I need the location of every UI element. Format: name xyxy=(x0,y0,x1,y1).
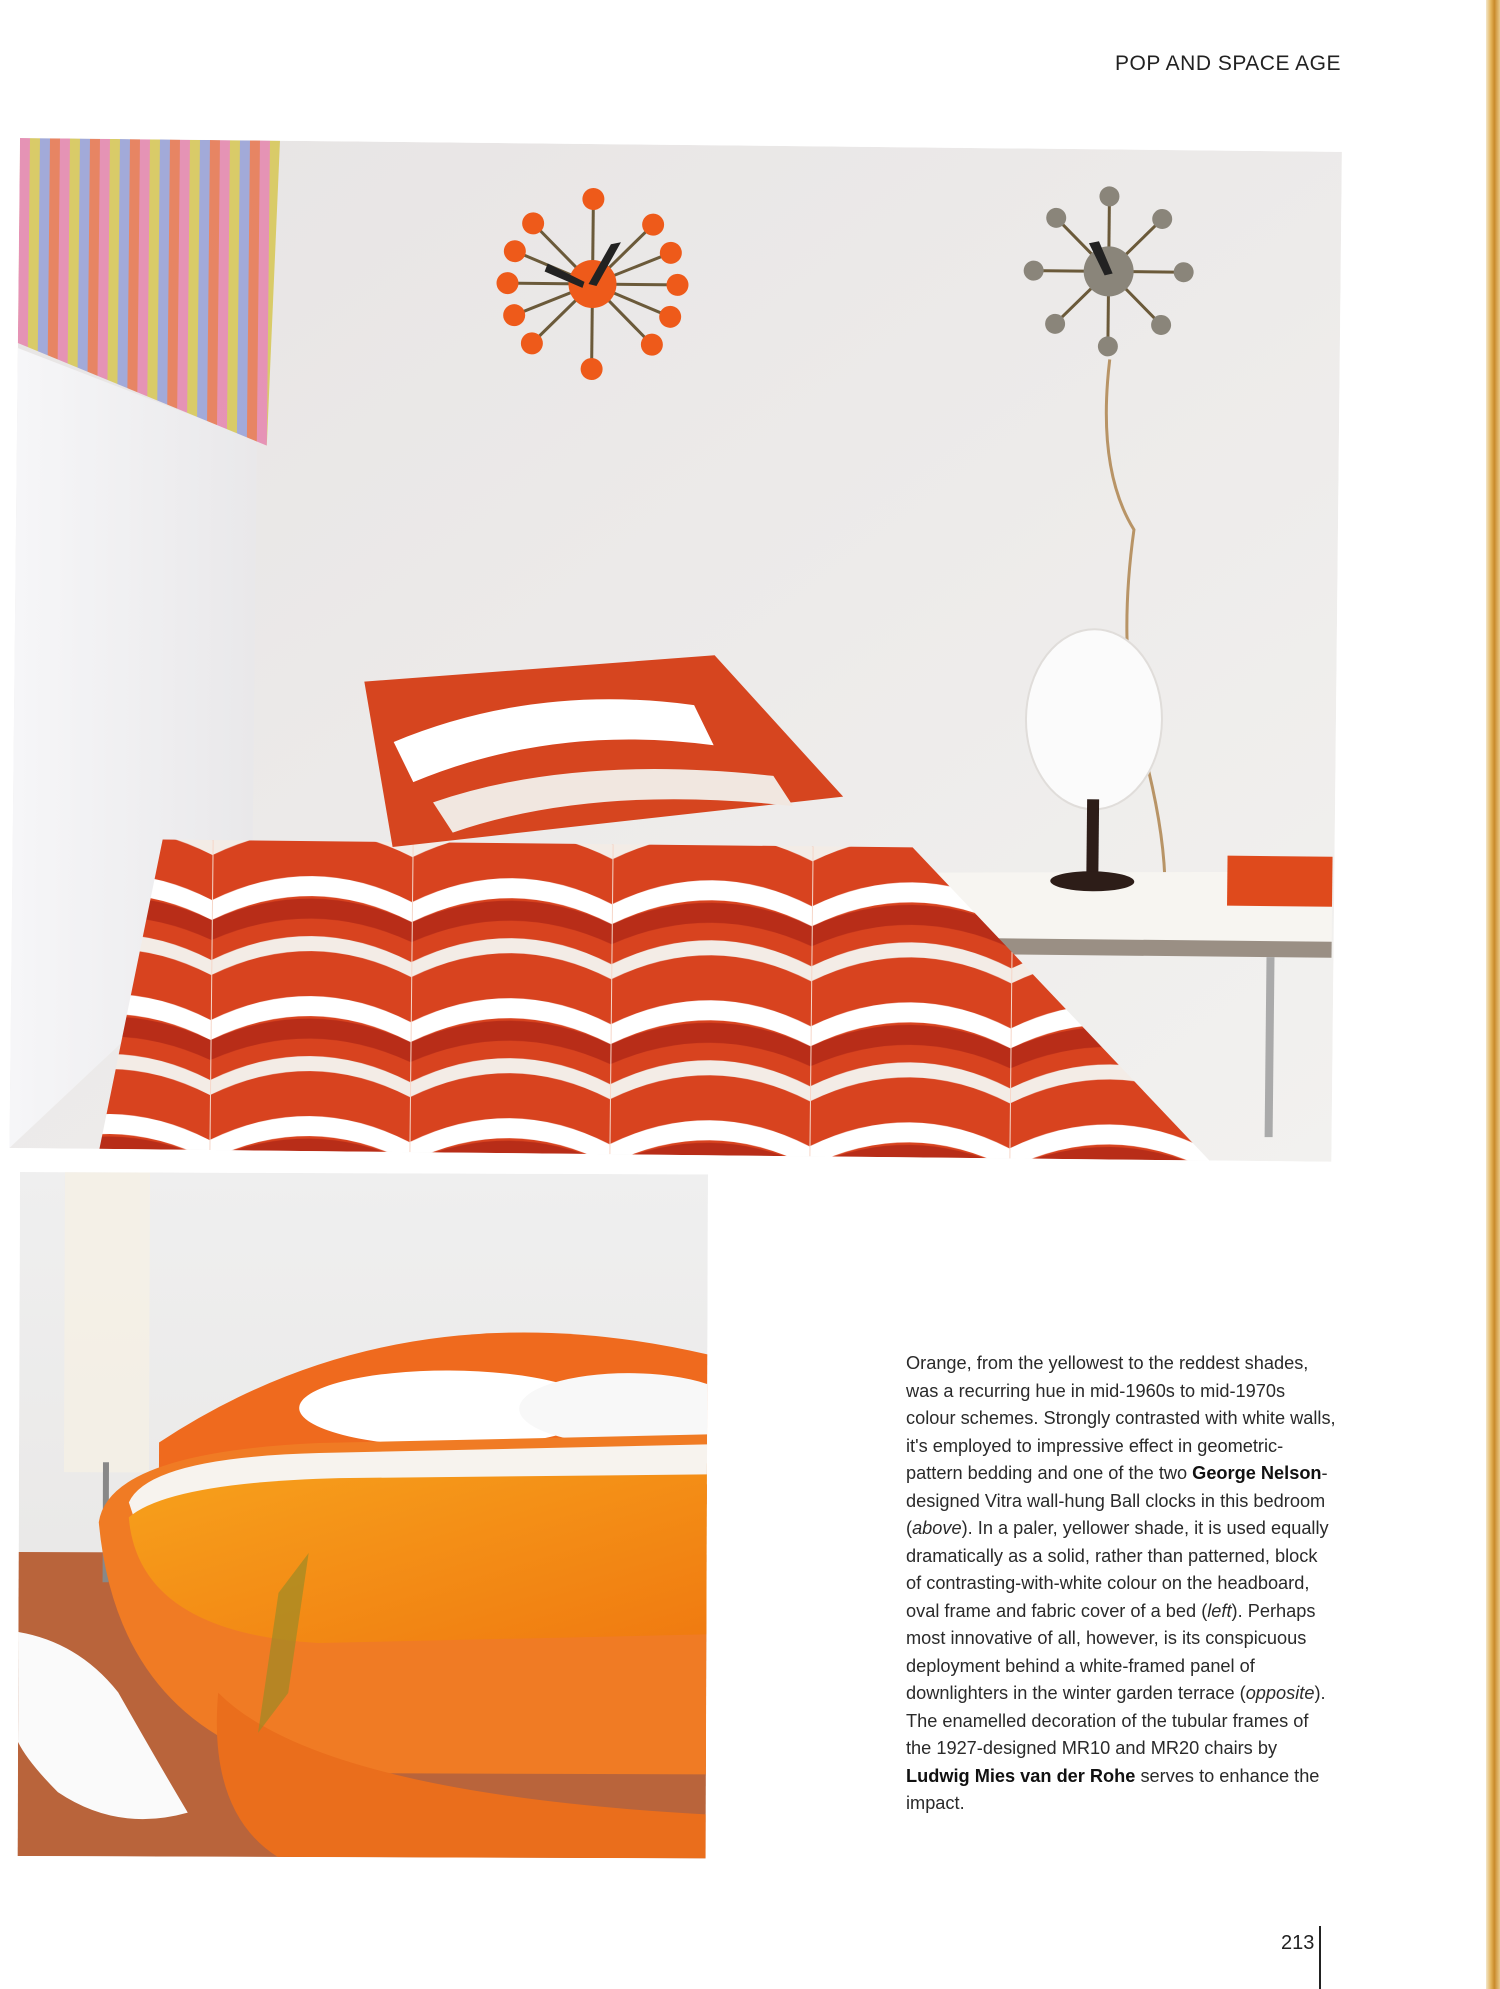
body-text-segment-6: serves to enhance the impact. xyxy=(906,1765,1320,1813)
page-number-rule xyxy=(1319,1926,1321,1989)
body-paragraph xyxy=(906,1350,1336,1818)
photo-bedroom-geometric-bedding xyxy=(9,138,1342,1162)
ref-above: above xyxy=(912,1518,962,1538)
section-title: POP AND SPACE AGE xyxy=(1115,52,1341,75)
designer-name-george-nelson: George Nelson xyxy=(1192,1463,1322,1483)
designer-name-mies: Ludwig Mies van der Rohe xyxy=(906,1765,1136,1786)
body-text-segment-1: Orange, from the yellowest to the reddest shades, was a recurring hue in mid-1960s to mid-1970s colour schemes. Strongly contrasted with white walls, it's employed to impressive effect in geometric-pattern bedding and one of the two xyxy=(906,1353,1336,1483)
body-text-segment-3: ). In a paler, yellower shade, it is used equally dramatically as a solid, rather than patterned, block of contrasting-with-white colour on the headboard, oval frame and fabric cover of a bed ( xyxy=(906,1518,1329,1621)
body-text-segment-2: -designed Vitra wall-hung Ball clocks in this bedroom ( xyxy=(906,1463,1328,1538)
body-text-segment-4: ). Perhaps most innovative of all, however, is its conspicuous deployment behind a white-framed panel of downlighters in the winter garden terrace ( xyxy=(906,1600,1316,1703)
ref-left: left xyxy=(1207,1600,1232,1621)
body-text xyxy=(906,1350,1336,1818)
ref-opposite: opposite xyxy=(1245,1683,1315,1703)
page-number: 213 xyxy=(1281,1932,1315,1954)
body-text-segment-5: ). The enamelled decoration of the tubular frames of the 1927-designed MR10 and MR20 chairs by xyxy=(906,1683,1326,1758)
photo-round-orange-bed xyxy=(18,1172,708,1858)
page-edge xyxy=(1486,0,1500,1989)
